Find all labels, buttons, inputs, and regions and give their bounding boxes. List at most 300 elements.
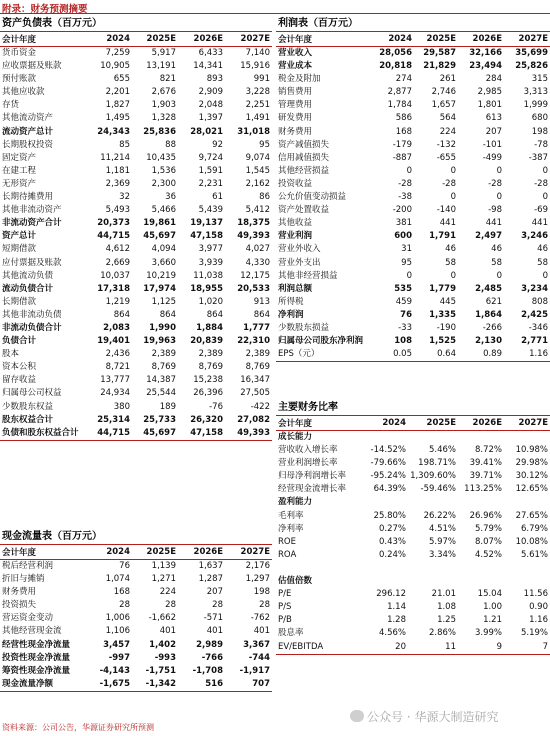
cell-value: -95.24% [370, 471, 406, 482]
row-label: EPS（元） [276, 348, 372, 362]
row-label: P/S [278, 602, 292, 613]
cell-value: 28,056 [379, 48, 412, 58]
cell-value: 44,715 [86, 427, 132, 441]
cell-value: 32 [119, 192, 130, 203]
cell-value: -1,342 [132, 678, 178, 692]
column-header-year: 2026E [178, 32, 225, 47]
row-label: 短期借款 [2, 244, 37, 255]
cell-value: 25,826 [515, 61, 548, 72]
table-row [0, 139, 272, 152]
cell-value: 821 [159, 74, 176, 85]
cell-value: 864 [159, 309, 176, 320]
ratios-header-row [276, 416, 550, 431]
row-label: 少数股东损益 [278, 322, 330, 333]
cell-value: 8,769 [245, 362, 270, 373]
cell-value [504, 431, 550, 445]
cell-value: -571 [203, 613, 223, 624]
cell-value: 21.01 [431, 589, 456, 600]
cell-value: 36 [165, 192, 176, 203]
cell-value: -132 [436, 139, 456, 150]
cell-value: 1,903 [151, 100, 176, 111]
cell-value: 0 [406, 270, 412, 281]
cell-value: 58 [537, 257, 548, 268]
cell-value: 0 [542, 192, 548, 203]
row-label: 非流动资产合计 [2, 218, 62, 229]
table-row [0, 401, 272, 414]
cell-value: 10,435 [146, 152, 176, 163]
table-row [276, 270, 550, 283]
cell-value: 1,827 [105, 100, 130, 111]
cell-value: 1.16 [504, 348, 550, 362]
cell-value: 25,314 [97, 414, 130, 425]
table-row [0, 296, 272, 309]
table-row [276, 523, 550, 536]
cell-value: 2,176 [245, 561, 270, 571]
row-label: 归属母公司权益 [2, 388, 62, 399]
cell-value: 516 [178, 678, 225, 692]
cell-value: 108 [394, 336, 412, 347]
column-header-year: 2027E [504, 416, 550, 431]
cell-value: -38 [398, 192, 412, 203]
table-row [276, 496, 550, 509]
cell-value: 45,697 [143, 231, 176, 242]
income-statement-table [276, 31, 550, 362]
cell-value: 459 [395, 296, 412, 307]
row-label: EV/EBITDA [276, 641, 362, 655]
row-label: 经营现金流增长率 [278, 484, 347, 495]
cell-value: -76 [209, 401, 223, 412]
table-row [0, 639, 272, 652]
cell-value: 1,181 [105, 165, 130, 176]
cell-value: 3,367 [243, 639, 270, 650]
cell-value [458, 562, 504, 575]
table-row [0, 112, 272, 125]
cell-value: 198.71% [418, 458, 456, 469]
cell-value: 1.25 [437, 615, 456, 626]
cell-value: 0 [496, 165, 502, 176]
cell-value: 893 [206, 74, 223, 85]
column-header-label: 会计年度 [276, 416, 362, 431]
row-label: 现金流量净额 [0, 678, 86, 692]
column-header-year: 2025E [414, 32, 458, 47]
cell-value: 401 [159, 626, 176, 637]
table-row [276, 431, 550, 445]
table-row [0, 191, 272, 204]
cell-value: 29,587 [423, 48, 456, 58]
income-statement-section [276, 17, 550, 362]
cell-value: 29.98% [515, 458, 548, 469]
row-label: 管理费用 [278, 100, 313, 111]
cash-flow-header-row [0, 545, 272, 560]
table-row [276, 457, 550, 470]
cell-value: -59.46% [420, 484, 456, 495]
cell-value: 4.56% [378, 628, 406, 639]
row-label: 成长能力 [278, 432, 313, 442]
table-row [0, 47, 272, 61]
cell-value: 296.12 [376, 589, 406, 600]
cell-value: 0.89 [458, 348, 504, 362]
balance-sheet-title: 资产负债表（百万元） [2, 18, 102, 29]
cell-value: 261 [439, 74, 456, 85]
cell-value: 2,162 [245, 178, 270, 189]
cell-value: -33 [398, 322, 412, 333]
table-row [0, 612, 272, 625]
cell-value: 1,219 [105, 296, 130, 307]
cell-value: -1,708 [192, 665, 223, 676]
cell-value: 18,375 [237, 218, 270, 229]
cash-flow-section [0, 530, 272, 692]
table-row [0, 322, 272, 335]
cell-value: 3.99% [474, 628, 502, 639]
cell-value [362, 496, 408, 509]
cell-value: 864 [206, 309, 223, 320]
cell-value: 58 [491, 257, 502, 268]
cell-value: 535 [394, 283, 412, 294]
table-row [276, 549, 550, 562]
cell-value: 401 [206, 626, 223, 637]
cell-value: 1.21 [483, 615, 502, 626]
cell-value: 1,271 [151, 574, 176, 585]
cell-value: 2,048 [198, 100, 223, 111]
income-statement-header-row [276, 32, 550, 47]
row-label: 资本公积 [2, 362, 37, 373]
cell-value: 19,861 [143, 218, 176, 229]
row-label: 资产总计 [2, 231, 37, 242]
row-label: 其他非流动负债 [2, 309, 62, 320]
row-label: 销售费用 [278, 87, 313, 98]
table-row [0, 414, 272, 427]
cell-value: -200 [392, 205, 412, 216]
cell-value: 6,433 [198, 48, 223, 58]
column-header-year: 2026E [458, 416, 504, 431]
cell-value: 25,836 [143, 126, 176, 137]
cell-value: 380 [113, 401, 130, 412]
table-row [276, 627, 550, 640]
cell-value: 0 [542, 165, 548, 176]
cell-value: 0 [450, 165, 456, 176]
row-label: 研发费用 [278, 113, 313, 124]
table-row [276, 126, 550, 139]
cell-value: 1,335 [429, 309, 456, 320]
table-row [276, 322, 550, 335]
cell-value: 8,769 [198, 362, 223, 373]
row-label: 无形资产 [2, 178, 37, 189]
cell-value: -993 [154, 652, 176, 663]
cell-value: 22,310 [237, 336, 270, 347]
cell-value: 86 [259, 192, 270, 203]
cell-value: 61 [212, 192, 223, 203]
cell-value: 5.19% [520, 628, 548, 639]
row-label: 其他非经营损益 [278, 270, 338, 281]
cell-value: 1,999 [523, 100, 548, 111]
cell-value: 46 [537, 244, 548, 255]
row-label: 投资性现金净流量 [2, 652, 71, 663]
cell-value: 9,724 [198, 152, 223, 163]
cell-value: 19,401 [97, 336, 130, 347]
cell-value: 3,228 [245, 87, 270, 98]
cell-value: 0 [406, 165, 412, 176]
cell-value: 32,166 [469, 48, 502, 58]
cell-value: 14,387 [146, 375, 176, 386]
cell-value: 27.65% [515, 510, 548, 521]
cell-value [458, 575, 504, 588]
row-label: 折旧与摊销 [2, 574, 45, 585]
row-label: 营业外支出 [278, 257, 321, 268]
column-header-year: 2024 [86, 32, 132, 47]
table-row [276, 296, 550, 309]
row-label: 税后经营利润 [2, 561, 54, 571]
row-label: 长期股权投资 [2, 139, 54, 150]
table-row [0, 309, 272, 322]
cell-value: 95 [401, 257, 412, 268]
cell-value: 9,074 [245, 152, 270, 163]
cell-value [458, 496, 504, 509]
cell-value: 2,436 [105, 349, 130, 360]
cell-value: 2,425 [521, 309, 548, 320]
cell-value: 808 [531, 296, 548, 307]
row-label: 在建工程 [2, 165, 37, 176]
cell-value: 401 [253, 626, 270, 637]
watermark [350, 708, 498, 725]
cell-value: 20 [362, 641, 408, 655]
cell-value: 586 [395, 113, 412, 124]
row-label: 其他非流动资产 [2, 205, 62, 216]
row-label: 其他经营现金流 [2, 626, 62, 637]
table-row [276, 112, 550, 125]
column-header-year: 2026E [458, 32, 504, 47]
cell-value: 1,637 [198, 561, 223, 571]
table-row [276, 309, 550, 322]
balance-sheet-section [0, 17, 272, 441]
cell-value: 21,829 [423, 61, 456, 72]
cell-value: -28 [488, 178, 502, 189]
cell-value: -78 [534, 139, 548, 150]
cell-value: 2,485 [475, 283, 502, 294]
table-row [0, 217, 272, 230]
cell-value: 11,214 [100, 152, 130, 163]
table-row [276, 348, 550, 362]
row-label: 流动资产总计 [2, 126, 54, 137]
column-header-year: 2024 [372, 32, 414, 47]
cell-value: 0.24% [378, 549, 406, 560]
cell-value: 46 [445, 244, 456, 255]
cell-value: 11,038 [193, 270, 223, 281]
cell-value: 913 [253, 296, 270, 307]
cell-value: 621 [485, 296, 502, 307]
cell-value: 10.98% [515, 445, 548, 456]
cell-value: 20,818 [379, 61, 412, 72]
income-statement-title: 利润表（百万元） [278, 18, 358, 29]
cell-value: 0.05 [372, 348, 414, 362]
cell-value: 31 [401, 244, 412, 255]
cell-value: 95 [259, 139, 270, 150]
row-label: 营业利润增长率 [278, 458, 338, 469]
cell-value: 5,466 [151, 205, 176, 216]
table-row [0, 99, 272, 112]
cell-value: 1,791 [429, 231, 456, 242]
table-row [276, 641, 550, 655]
row-label: 非流动负债合计 [2, 322, 62, 333]
row-label: 净利润 [278, 309, 304, 320]
cell-value: 6.79% [520, 523, 548, 534]
table-row [276, 165, 550, 178]
row-label: 负债和股东权益合计 [0, 427, 86, 441]
table-row [0, 86, 272, 99]
cell-value: 1,491 [245, 113, 270, 124]
row-label: 营业利润 [278, 231, 313, 242]
cell-value: 2,985 [477, 87, 502, 98]
row-label: 流动负债合计 [2, 283, 54, 294]
cell-value: 445 [439, 296, 456, 307]
cell-value: 16,347 [240, 375, 270, 386]
column-header-label: 会计年度 [0, 545, 86, 560]
table-row [0, 204, 272, 217]
cell-value: -1,662 [148, 613, 176, 624]
table-row [276, 614, 550, 627]
cell-value: 85 [119, 139, 130, 150]
cell-value: 92 [212, 139, 223, 150]
table-row [276, 562, 550, 575]
cell-value: 0.43% [378, 536, 406, 547]
cell-value: 27,505 [240, 388, 270, 399]
row-label: 净利率 [278, 523, 304, 534]
row-label: 投资损失 [2, 600, 37, 611]
cell-value: 88 [165, 139, 176, 150]
cell-value: 5,439 [198, 205, 223, 216]
cell-value: 25.80% [373, 510, 406, 521]
table-row [276, 444, 550, 457]
cell-value: -655 [436, 152, 456, 163]
table-row [276, 601, 550, 614]
cell-value: 1,884 [196, 322, 223, 333]
cell-value: 3.34% [428, 549, 456, 560]
cell-value: 991 [253, 74, 270, 85]
row-label: P/B [278, 615, 292, 626]
cell-value: 47,158 [178, 427, 225, 441]
cell-value: 49,393 [225, 427, 272, 441]
cell-value: 1,402 [149, 639, 176, 650]
cell-value: 7,259 [105, 48, 130, 58]
cell-value: -762 [250, 613, 270, 624]
table-row [0, 257, 272, 270]
cell-value: 2,989 [196, 639, 223, 650]
row-label: 货币资金 [2, 48, 37, 58]
ratios-title: 主要财务比率 [278, 402, 338, 413]
column-header-year: 2027E [225, 32, 272, 47]
cell-value: 224 [439, 126, 456, 137]
appendix-header [0, 0, 550, 14]
cell-value: 1.14 [387, 602, 406, 613]
cell-value: 2,676 [151, 87, 176, 98]
cell-value: 1,020 [198, 296, 223, 307]
cell-value: 207 [206, 587, 223, 598]
cell-value: 25,544 [146, 388, 176, 399]
cell-value: 4,330 [245, 257, 270, 268]
table-row [276, 139, 550, 152]
cell-value: -28 [442, 178, 456, 189]
row-label: 财务费用 [278, 126, 313, 137]
cell-value: 3,939 [198, 257, 223, 268]
column-header-year: 2026E [178, 545, 225, 560]
table-row [276, 335, 550, 348]
cell-value: 13,777 [100, 375, 130, 386]
cell-value: 64.39% [373, 484, 406, 495]
table-row [276, 60, 550, 73]
cell-value: 707 [225, 678, 272, 692]
cell-value: -190 [436, 322, 456, 333]
cell-value: 24,934 [100, 388, 130, 399]
table-row [0, 374, 272, 387]
cell-value: -499 [482, 152, 502, 163]
row-label: 经营性现金净流量 [2, 639, 71, 650]
cell-value: 381 [395, 218, 412, 229]
cell-value: 5.97% [428, 536, 456, 547]
cell-value: 1,536 [151, 165, 176, 176]
cell-value: 15.04 [477, 589, 502, 600]
cell-value: 0.27% [378, 523, 406, 534]
cell-value: 4.52% [474, 549, 502, 560]
cell-value: 10,905 [100, 61, 130, 72]
row-label [276, 562, 362, 575]
row-label: 筹资性现金净流量 [2, 665, 71, 676]
cell-value: 0.64 [414, 348, 458, 362]
row-label: 其他收益 [278, 218, 313, 229]
table-row [0, 625, 272, 638]
cell-value: 1,397 [198, 113, 223, 124]
cell-value: 1.28 [387, 615, 406, 626]
row-label: 公允价值变动损益 [278, 192, 347, 203]
cell-value: 39.41% [469, 458, 502, 469]
cell-value [458, 431, 504, 445]
cell-value: 113.25% [464, 484, 502, 495]
cell-value: 1,495 [105, 113, 130, 124]
column-header-year: 2025E [132, 32, 178, 47]
cell-value: 8,769 [151, 362, 176, 373]
row-label: 税金及附加 [278, 74, 321, 85]
table-row [0, 126, 272, 139]
cell-value: 1,657 [431, 100, 456, 111]
cell-value: 2,877 [387, 87, 412, 98]
table-row [276, 47, 550, 61]
cell-value: -387 [528, 152, 548, 163]
table-row [276, 588, 550, 601]
cell-value: -1,917 [239, 665, 270, 676]
row-label: 固定资产 [2, 152, 37, 163]
cell-value: 168 [395, 126, 412, 137]
cell-value: 1,777 [243, 322, 270, 333]
row-label: 盈利能力 [278, 497, 313, 508]
cell-value: 28 [259, 600, 270, 611]
row-label: 归母净利润增长率 [278, 471, 347, 482]
cell-value: 28 [165, 600, 176, 611]
cell-value: 26,320 [190, 414, 223, 425]
cell-value: 3,660 [151, 257, 176, 268]
table-row [276, 575, 550, 588]
table-row [276, 73, 550, 86]
cell-value: 3,246 [521, 231, 548, 242]
cell-value: 2,083 [103, 322, 130, 333]
cell-value: 1,545 [245, 165, 270, 176]
column-header-year: 2024 [86, 545, 132, 560]
cell-value: 1,297 [245, 574, 270, 585]
cell-value: 27,082 [237, 414, 270, 425]
cell-value: 4,094 [151, 244, 176, 255]
cell-value: -98 [488, 205, 502, 216]
table-row [276, 283, 550, 296]
cell-value: 1,801 [477, 100, 502, 111]
cell-value: 4,027 [245, 244, 270, 255]
cell-value: 1,990 [149, 322, 176, 333]
